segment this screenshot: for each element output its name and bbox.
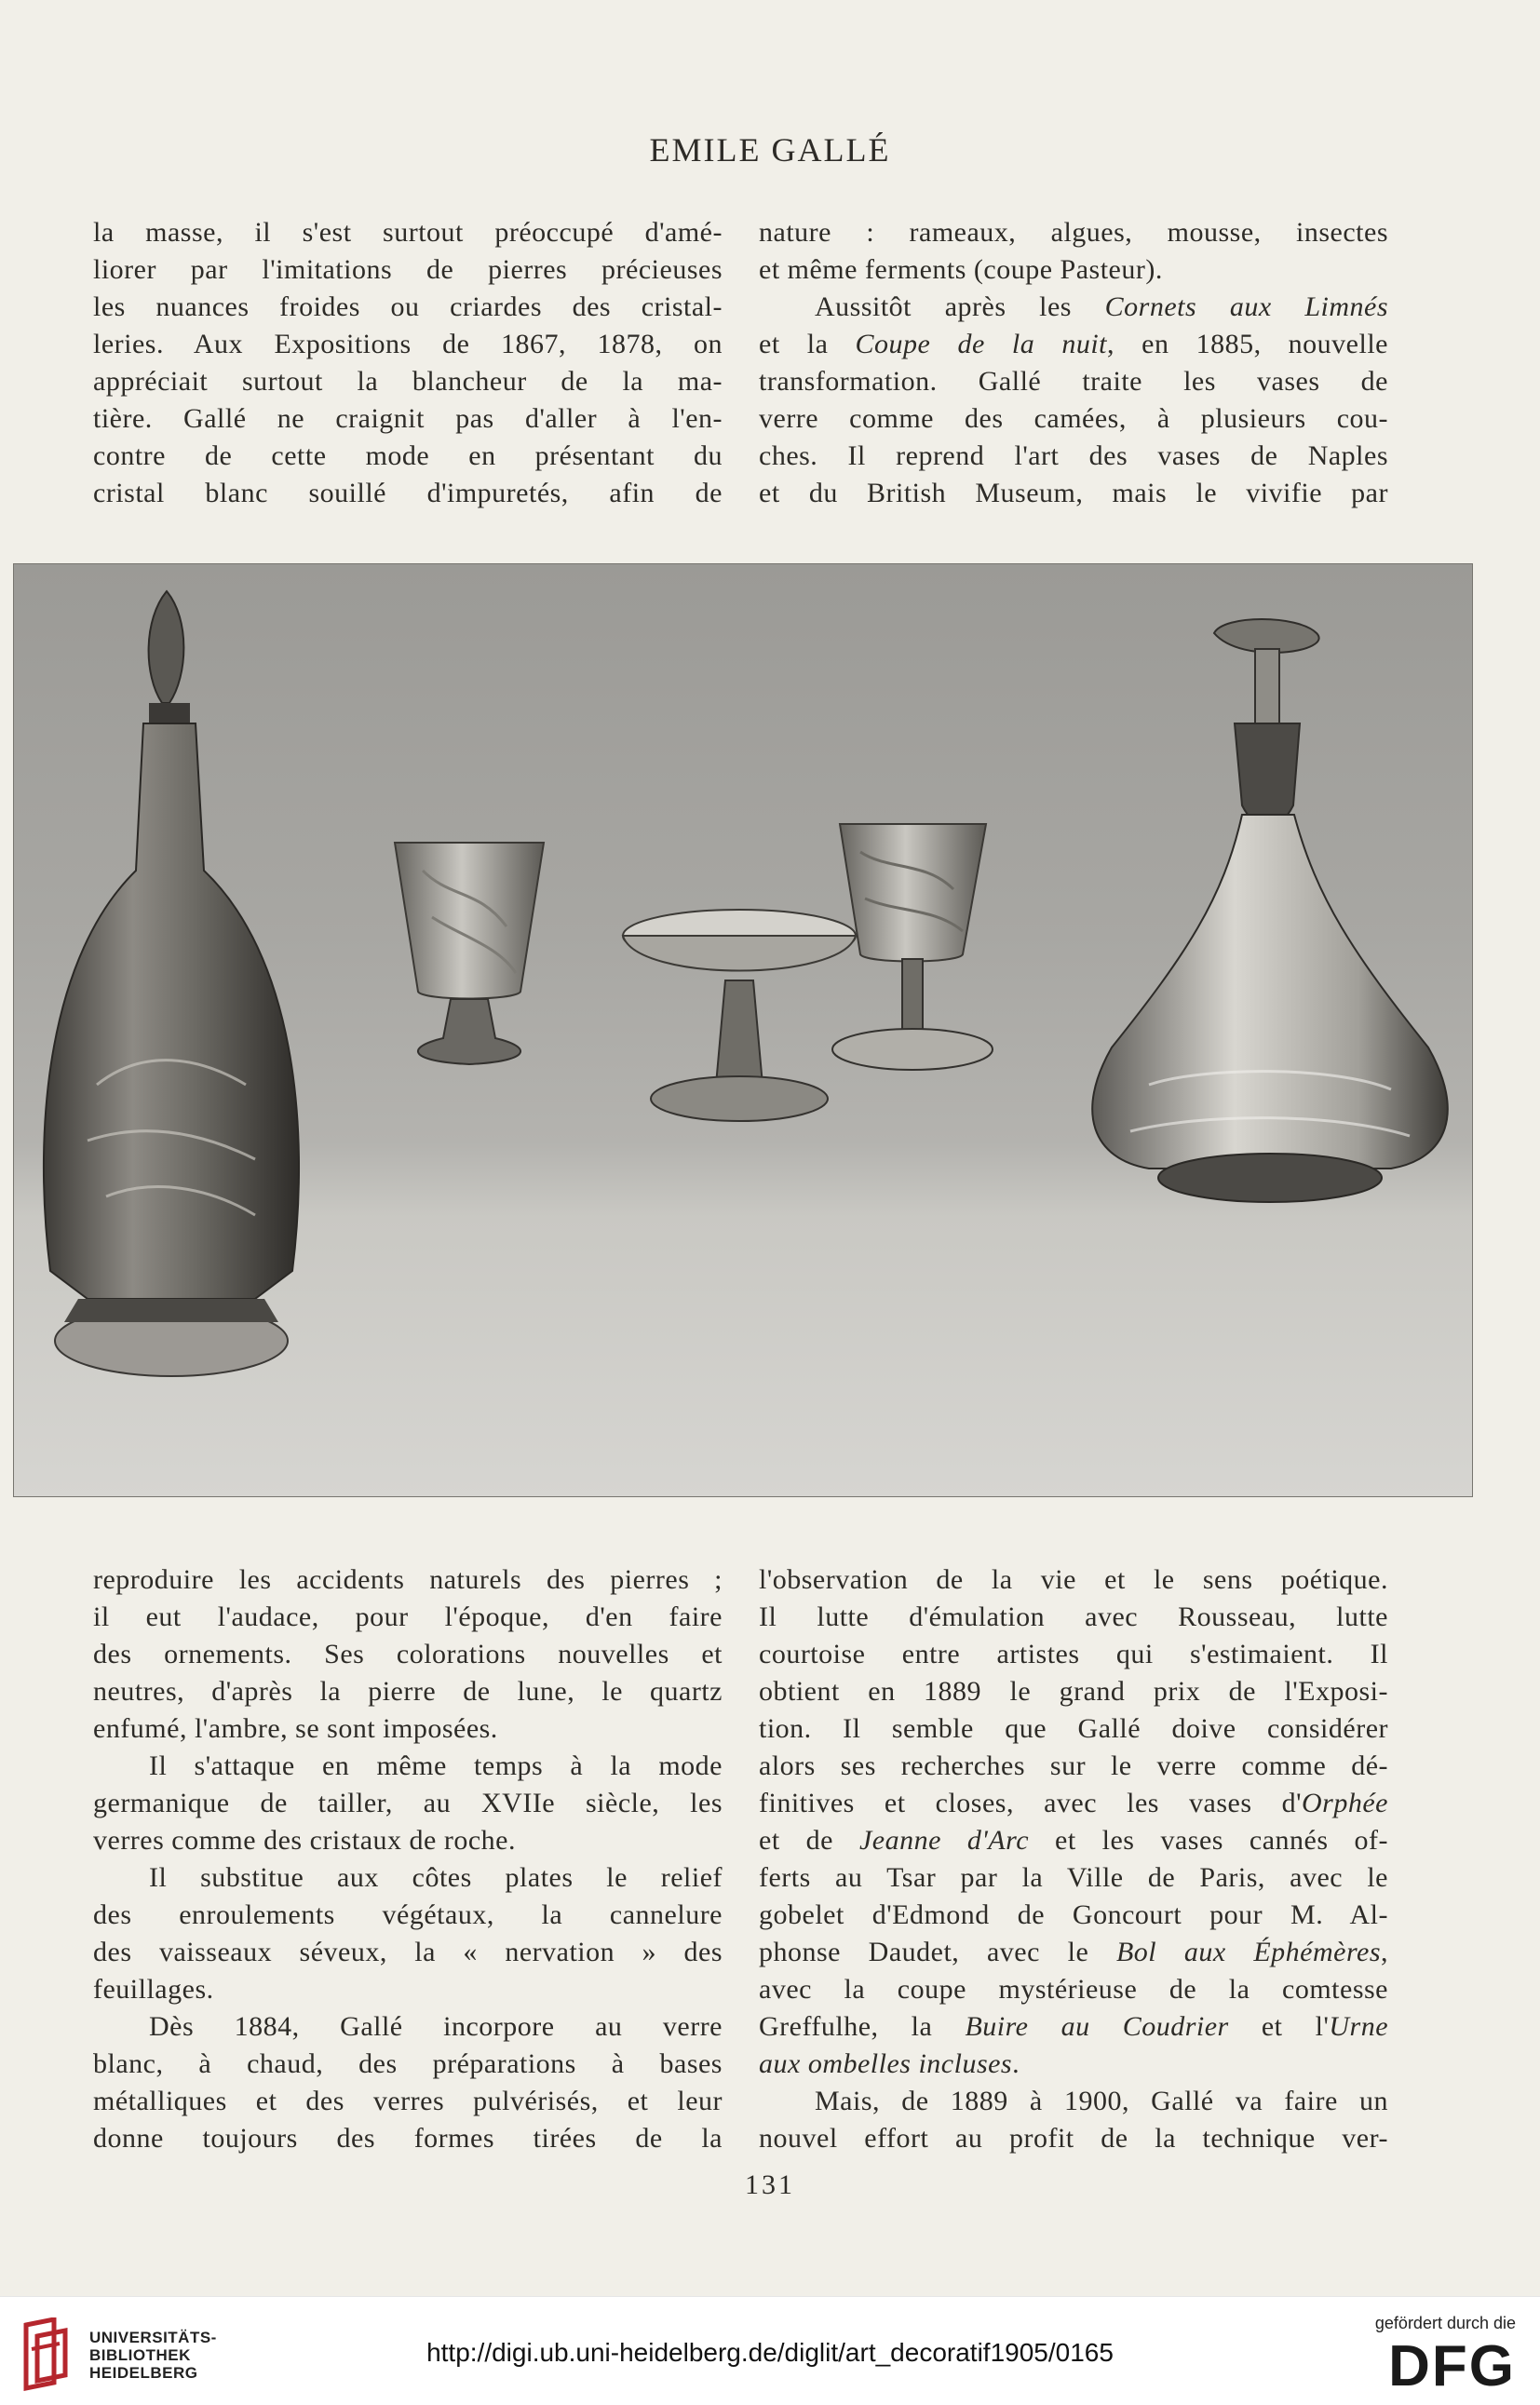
text-line: l'observation de la vie et le sens poétique. xyxy=(759,1564,1388,1595)
text-line: blanc, à chaud, des préparations à bases xyxy=(93,2048,723,2079)
column-bottom-left xyxy=(93,1561,723,2157)
library-line: HEIDELBERG xyxy=(89,2364,198,2382)
text-line: cristal blanc souillé d'impuretés, afin de xyxy=(93,478,723,508)
text-line: tion. Il semble que Gallé doive considérer xyxy=(759,1713,1388,1744)
text-line: nouvel effort au profit de la technique ver- xyxy=(759,2123,1388,2154)
text-line xyxy=(759,1785,1388,1822)
artwork-title: Cornets aux Limnés xyxy=(1104,291,1388,322)
text-line: Il s'attaque en même temps à la mode xyxy=(149,1750,723,1781)
text-line: Dès 1884, Gallé incorpore au verre xyxy=(149,2011,723,2042)
text-line: la masse, il s'est surtout préoccupé d'amé- xyxy=(93,217,723,248)
text-run: finitives et closes, avec les vases d' xyxy=(759,1788,1303,1818)
text-line: et du British Museum, mais le vivifie par xyxy=(759,478,1388,508)
text-run: et l' xyxy=(1228,2011,1330,2042)
text-line: courtoise entre artistes qui s'estimaient. Il xyxy=(759,1639,1388,1669)
funded-by-label: gefördert durch die xyxy=(1374,2314,1516,2332)
photo-plate-glassware xyxy=(13,563,1473,1497)
artwork-title: Bol aux Éphémères xyxy=(1115,1937,1381,1967)
left-goblet xyxy=(395,843,544,1064)
text-line: feuillages. xyxy=(93,1974,214,2005)
text-line: Il substitue aux côtes plates le relief xyxy=(149,1862,723,1893)
text-line: alors ses recherches sur le verre comme dé- xyxy=(759,1750,1388,1781)
column-top-right xyxy=(759,214,1388,512)
text-line xyxy=(759,1934,1388,1971)
text-line: appréciait surtout la blancheur de la ma- xyxy=(93,366,723,397)
text-line: liorer par l'imitations de pierres précieuses xyxy=(93,254,723,285)
text-run: . xyxy=(1012,2048,1020,2079)
text-line: des vaisseaux séveux, la « nervation » des xyxy=(93,1937,723,1967)
artwork-title: Jeanne d'Arc xyxy=(858,1825,1030,1856)
page-number: 131 xyxy=(745,2169,795,2200)
text-run: , en 1885, nouvelle xyxy=(1107,329,1388,359)
text-line: des ornements. Ses colorations nouvelles et xyxy=(93,1639,723,1669)
text-line: neutres, d'après la pierre de lune, le quartz xyxy=(93,1676,723,1707)
glassware-illustration xyxy=(13,563,1473,1497)
dfg-logo: DFG xyxy=(1388,2334,1516,2398)
text-line: avec la coupe mystérieuse de la comtesse xyxy=(759,1974,1388,2005)
text-line: tière. Gallé ne craignit pas d'aller à l'en- xyxy=(93,403,723,434)
text-line: donne toujours des formes tirées de la xyxy=(93,2123,723,2154)
text-line xyxy=(759,326,1388,363)
text-line: gobelet d'Edmond de Goncourt pour M. Al- xyxy=(759,1899,1388,1930)
library-line: UNIVERSITÄTS- xyxy=(89,2329,217,2346)
text-run: et de xyxy=(759,1825,859,1856)
text-line: verres comme des cristaux de roche. xyxy=(93,1825,516,1856)
text-line: germanique de tailler, au XVIIe siècle, les xyxy=(93,1788,723,1818)
text-line xyxy=(759,289,1388,326)
artwork-title: Coupe de la nuit xyxy=(855,329,1108,359)
text-line: ferts au Tsar par la Ville de Paris, avec le xyxy=(759,1862,1388,1893)
artwork-title: Orphée xyxy=(1302,1788,1388,1818)
text-line: Il lutte d'émulation avec Rousseau, lutte xyxy=(759,1601,1388,1632)
artwork-title: Urne xyxy=(1329,2011,1388,2042)
column-bottom-right xyxy=(759,1561,1388,2157)
running-head: EMILE GALLÉ xyxy=(649,131,891,169)
text-line: les nuances froides ou criardes des cristal- xyxy=(93,291,723,322)
artwork-title: Buire au Coudrier xyxy=(965,2011,1229,2042)
text-line: contre de cette mode en présentant du xyxy=(93,440,723,471)
library-line: BIBLIOTHEK xyxy=(89,2346,191,2364)
text-line: obtient en 1889 le grand prix de l'Exposi- xyxy=(759,1676,1388,1707)
center-coupe xyxy=(623,910,856,1121)
text-run: et les vases cannés of- xyxy=(1029,1825,1388,1856)
column-top-left xyxy=(93,214,723,512)
left-carafe xyxy=(44,591,299,1376)
text-run: Aussitôt après les xyxy=(815,291,1105,322)
text-line: Mais, de 1889 à 1900, Gallé va faire un xyxy=(815,2086,1388,2116)
text-run: , xyxy=(1381,1937,1388,1967)
text-run: Greffulhe, la xyxy=(759,2011,966,2042)
text-line: reproduire les accidents naturels des pierres ; xyxy=(93,1564,723,1595)
text-run: phonse Daudet, avec le xyxy=(759,1937,1116,1967)
text-line: ches. Il reprend l'art des vases de Naples xyxy=(759,440,1388,471)
digitization-footer xyxy=(0,2296,1540,2405)
text-line: et même ferments (coupe Pasteur). xyxy=(759,254,1163,285)
text-line xyxy=(759,1822,1388,1859)
text-line: leries. Aux Expositions de 1867, 1878, on xyxy=(93,329,723,359)
permalink-url[interactable]: http://digi.ub.uni-heidelberg.de/diglit/art_decoratif1905/0165 xyxy=(426,2338,1114,2367)
text-line: des enroulements végétaux, la cannelure xyxy=(93,1899,723,1930)
right-goblet xyxy=(832,824,993,1070)
text-line: métalliques et des verres pulvérisés, et leur xyxy=(93,2086,723,2116)
text-line: il eut l'audace, pour l'époque, d'en faire xyxy=(93,1601,723,1632)
text-run: et la xyxy=(759,329,856,359)
artwork-title: aux ombelles incluses xyxy=(759,2048,1013,2079)
text-line: nature : rameaux, algues, mousse, insectes xyxy=(759,217,1388,248)
right-carafe xyxy=(1092,619,1448,1202)
text-line: verre comme des camées, à plusieurs cou- xyxy=(759,403,1388,434)
text-line xyxy=(759,2008,1388,2046)
text-line: enfumé, l'ambre, se sont imposées. xyxy=(93,1713,498,1744)
text-line xyxy=(759,2046,1388,2083)
text-line: transformation. Gallé traite les vases de xyxy=(759,366,1388,397)
